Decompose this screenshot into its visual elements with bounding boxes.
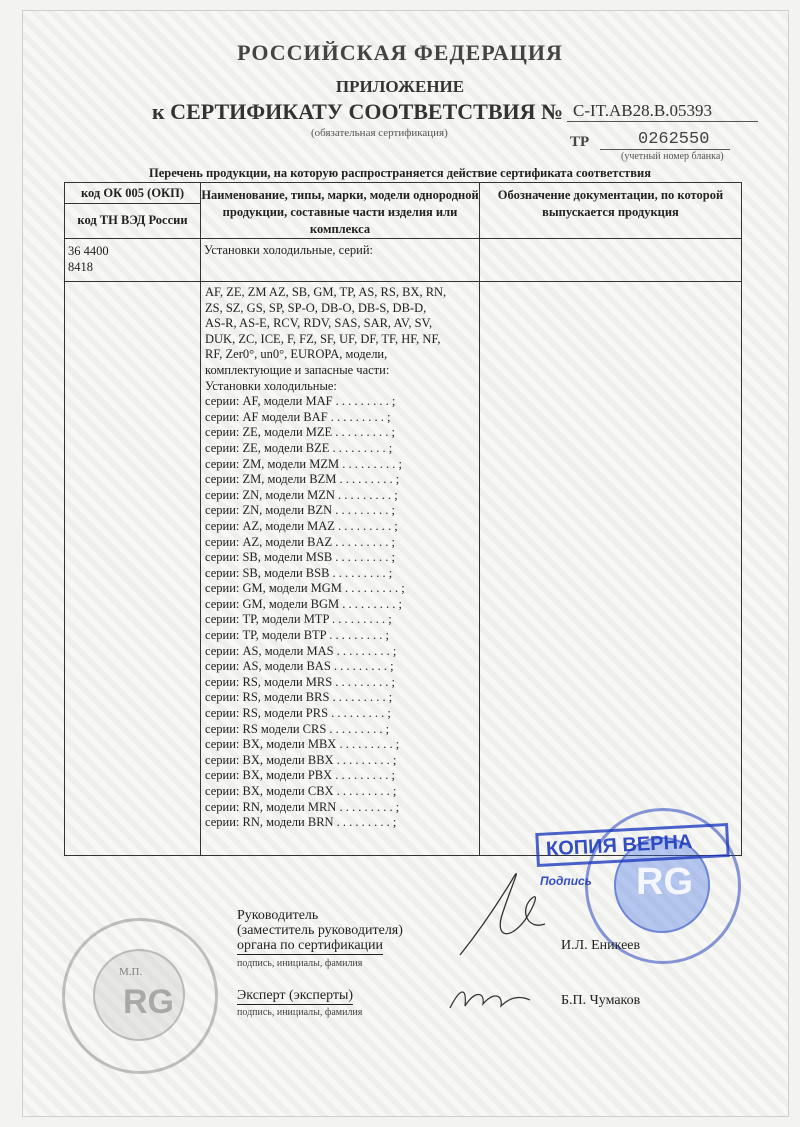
product-list-line: комплектующие и запасные части: xyxy=(205,362,390,377)
product-list-line: серии: GM, модели BGM . . . . . . . . . ; xyxy=(205,596,402,611)
product-list-line: серии: ZN, модели BZN . . . . . . . . . ; xyxy=(205,503,395,518)
product-list-line: серии: ZE, модели BZE . . . . . . . . . ; xyxy=(205,440,393,455)
product-list-line: серии: RS модели CRS . . . . . . . . . ; xyxy=(205,721,390,736)
product-list-line: серии: RS, модели MRS . . . . . . . . . ; xyxy=(205,674,396,689)
certification-body-seal xyxy=(62,918,218,1074)
product-table xyxy=(64,182,742,856)
head-signature-icon xyxy=(440,860,560,970)
product-list-line: AS-R, AS-E, RCV, RDV, SAS, SAR, AV, SV, xyxy=(205,316,433,331)
expert-name: Б.П. Чумаков xyxy=(561,993,641,1008)
annex-title: ПРИЛОЖЕНИЕ xyxy=(335,77,465,96)
blank-number: 0262550 xyxy=(600,130,730,150)
product-list-line: DUK, ZC, ICE, F, FZ, SF, UF, DF, TF, HF, NF, xyxy=(205,331,441,346)
product-list-line: AF, ZE, ZM AZ, SB, GM, TP, AS, RS, BX, RN, xyxy=(205,285,447,299)
codes-cell-empty xyxy=(65,282,201,856)
product-list-line: серии: BX, модели CBX . . . . . . . . . ; xyxy=(205,784,397,798)
code-tnved: 8418 xyxy=(68,260,93,274)
head-signature-caption: подпись, инициалы, фамилия xyxy=(237,958,363,969)
col-header-okp: код ОК 005 (ОКП) xyxy=(65,183,201,204)
copy-stamp-signature-label: Подпись xyxy=(540,874,592,888)
product-list-line: серии: RS, модели BRS . . . . . . . . . ; xyxy=(205,690,393,705)
col-header-name: Наименование, типы, марки, модели однородной продукции, составные части изделия или комплекса xyxy=(201,183,480,239)
copy-verified-stamp: КОПИЯ ВЕРНА xyxy=(535,823,730,867)
product-list xyxy=(205,285,479,831)
seal-mp-label: М.П. xyxy=(119,966,143,978)
mandatory-note: (обязательная сертификация) xyxy=(311,127,448,139)
certificate-number: C-IT.АВ28.В.05393 xyxy=(567,101,758,122)
expert-label: Эксперт (эксперты) xyxy=(237,988,354,1003)
head-label-line2: (заместитель руководителя) xyxy=(237,923,403,938)
product-list-line: серии: AZ, модели BAZ . . . . . . . . . ; xyxy=(205,534,395,549)
expert-signature-icon xyxy=(445,978,535,1018)
product-list-line: серии: BX, модели MBX . . . . . . . . . ; xyxy=(205,737,400,752)
col-header-tnved: код ТН ВЭД России xyxy=(65,204,201,239)
code-okp: 36 4400 xyxy=(68,244,109,258)
product-list-line: серии: SB, модели MSB . . . . . . . . . ; xyxy=(205,550,396,565)
expert-signature-caption: подпись, инициалы, фамилия xyxy=(237,1007,363,1018)
product-list-cell xyxy=(201,282,480,856)
product-list-line: серии: RN, модели MRN . . . . . . . . . ; xyxy=(205,799,400,814)
tr-label: ТР xyxy=(570,134,590,150)
product-list-line: серии: AF, модели MAF . . . . . . . . . ; xyxy=(205,394,396,409)
product-list-line: серии: AS, модели MAS . . . . . . . . . ; xyxy=(205,643,397,658)
head-name: И.Л. Еникеев xyxy=(561,938,641,953)
seal-logo-icon: RG xyxy=(123,983,174,1021)
head-label-line1: Руководитель xyxy=(237,908,319,923)
product-group-name: Установки холодильные, серий: xyxy=(201,239,480,282)
product-list-line: серии: GM, модели MGM . . . . . . . . . ; xyxy=(205,581,405,596)
product-list-line: RF, Zer0°, un0°, EUROPA, модели, xyxy=(205,347,388,362)
product-list-line: ZS, SZ, GS, SP, SP-O, DB-O, DB-S, DB-D, xyxy=(205,300,427,315)
product-list-line: серии: BX, модели PBX . . . . . . . . . ; xyxy=(205,768,396,783)
seal-logo-icon-blue: RG xyxy=(636,861,693,903)
product-list-line: серии: TP, модели BTP . . . . . . . . . ; xyxy=(205,628,389,643)
blank-number-caption: (учетный номер бланка) xyxy=(621,151,724,162)
product-list-line: серии: ZE, модели MZE . . . . . . . . . ; xyxy=(205,425,395,440)
product-list-line: серии: RN, модели BRN . . . . . . . . . ; xyxy=(205,815,397,830)
docs-cell-1 xyxy=(480,239,742,282)
head-label-line3: органа по сертификации xyxy=(237,938,384,953)
certificate-title: к СЕРТИФИКАТУ СООТВЕТСТВИЯ № xyxy=(152,99,564,124)
product-list-line: серии: TP, модели MTP . . . . . . . . . ; xyxy=(205,612,392,627)
product-list-line: серии: AZ, модели MAZ . . . . . . . . . ; xyxy=(205,518,398,533)
product-list-line: серии: ZM, модели BZM . . . . . . . . . ; xyxy=(205,472,400,487)
country-title: РОССИЙСКАЯ ФЕДЕРАЦИЯ xyxy=(237,40,563,65)
product-list-heading: Перечень продукции, на которую распространяется действие сертификата соответствия xyxy=(149,166,651,180)
product-list-line: серии: ZM, модели MZM . . . . . . . . . ; xyxy=(205,456,402,471)
product-list-line: серии: BX, модели BBX . . . . . . . . . ; xyxy=(205,752,397,767)
product-list-line: Установки холодильные: xyxy=(205,378,337,393)
product-list-line: серии: SB, модели BSB . . . . . . . . . ; xyxy=(205,565,393,580)
product-list-line: серии: RS, модели PRS . . . . . . . . . ; xyxy=(205,706,391,721)
col-header-docs: Обозначение документации, по которой выпускается продукция xyxy=(480,183,742,239)
product-list-line: серии: AF модели BAF . . . . . . . . . ; xyxy=(205,409,391,424)
codes-cell xyxy=(65,239,201,282)
product-list-line: серии: AS, модели BAS . . . . . . . . . ; xyxy=(205,659,394,674)
product-list-line: серии: ZN, модели MZN . . . . . . . . . ; xyxy=(205,487,398,502)
docs-cell-2 xyxy=(480,282,742,856)
